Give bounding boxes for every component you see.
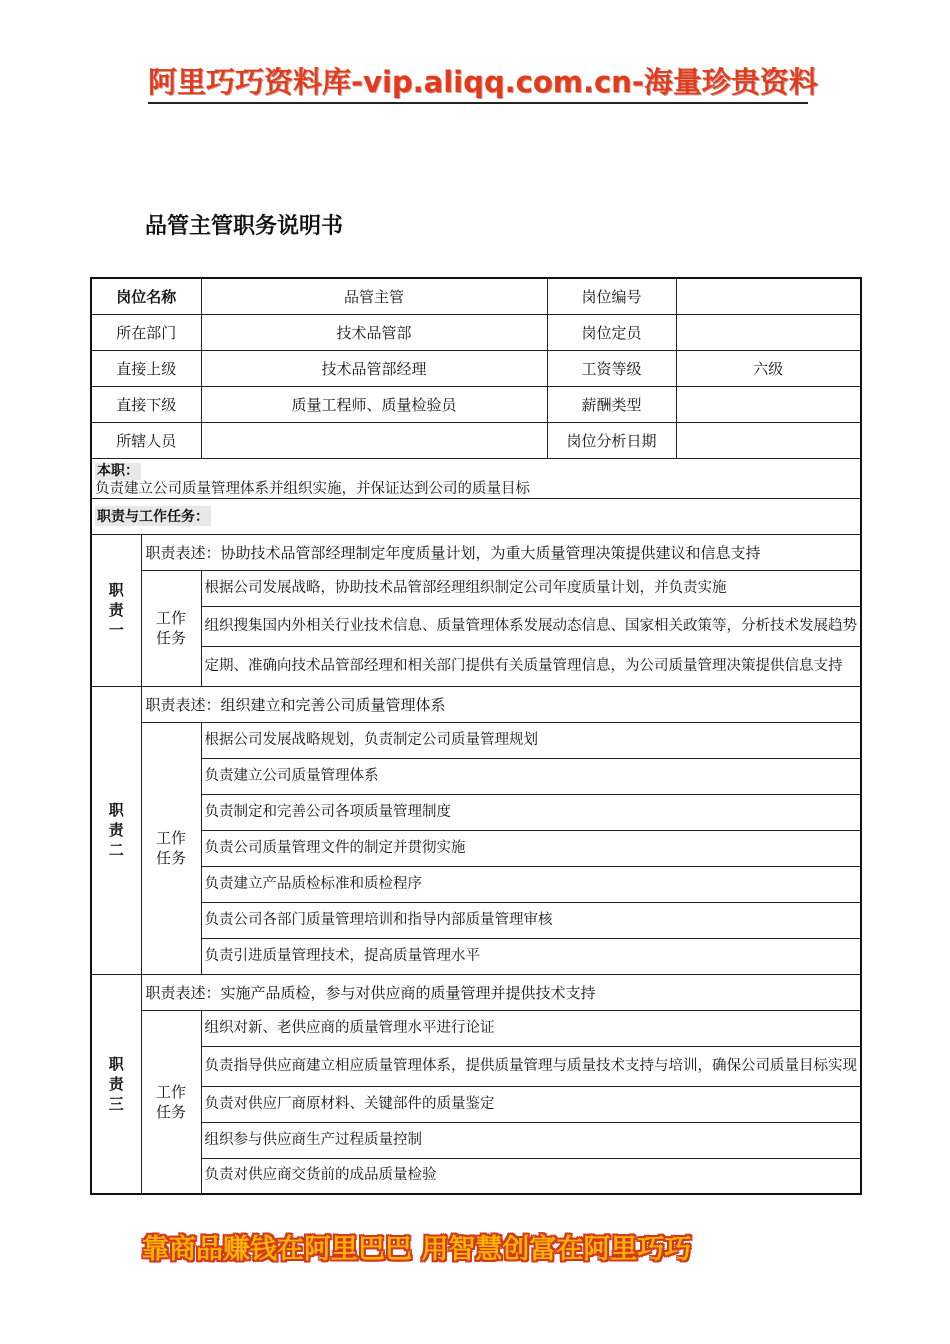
task-row: [91, 1122, 861, 1158]
duty-description-row: [91, 686, 861, 722]
task-row: [91, 794, 861, 830]
task-item: 组织搜集国内外相关行业技术信息、质量管理体系发展动态信息、国家相关政策等，分析技术发展趋势: [201, 606, 861, 646]
grade-value: 六级: [676, 350, 861, 386]
salary-type-label: 薪酬类型: [547, 386, 676, 422]
headcount-value: [676, 314, 861, 350]
superior-value: 技术品管部经理: [201, 350, 547, 386]
subordinate-value: 质量工程师、质量检验员: [201, 386, 547, 422]
analysis-date-label: 岗位分析日期: [547, 422, 676, 458]
task-label: 工作任务: [141, 570, 201, 686]
duty-description: 职责表述：组织建立和完善公司质量管理体系: [141, 686, 861, 722]
task-item: 负责指导供应商建立相应质量管理体系，提供质量管理与质量技术支持与培训，确保公司质量目标实现: [201, 1046, 861, 1086]
task-item: 负责建立产品质检标准和质检程序: [201, 866, 861, 902]
subordinate-label: 直接下级: [91, 386, 201, 422]
duty-label: 职责三: [91, 974, 141, 1194]
headcount-label: 岗位定员: [547, 314, 676, 350]
position-code-value: [676, 278, 861, 314]
duty-summary-text: 负责建立公司质量管理体系并组织实施，并保证达到公司的质量目标: [95, 480, 530, 497]
task-item: 负责建立公司质量管理体系: [201, 758, 861, 794]
task-row: [91, 570, 861, 606]
task-label: 工作任务: [141, 722, 201, 974]
task-row: [91, 938, 861, 974]
duty-description: 职责表述：实施产品质检，参与对供应商的质量管理并提供技术支持: [141, 974, 861, 1010]
staff-label: 所辖人员: [91, 422, 201, 458]
responsibilities-header-row: [91, 498, 861, 534]
task-row: [91, 1046, 861, 1086]
duty-description-row: [91, 534, 861, 570]
position-code-label: 岗位编号: [547, 278, 676, 314]
task-label: 工作任务: [141, 1010, 201, 1194]
salary-type-value: [676, 386, 861, 422]
banner-top: 阿里巧巧资料库-vip.aliqq.com.cn-海量珍贵资料: [148, 62, 808, 104]
task-item: 负责公司质量管理文件的制定并贯彻实施: [201, 830, 861, 866]
task-row: [91, 1010, 861, 1046]
info-row: [91, 350, 861, 386]
duty-label: 职责二: [91, 686, 141, 974]
grade-label: 工资等级: [547, 350, 676, 386]
task-item: 负责引进质量管理技术，提高质量管理水平: [201, 938, 861, 974]
info-row: [91, 314, 861, 350]
info-row: [91, 386, 861, 422]
job-description-table: [90, 277, 862, 1195]
task-row: [91, 866, 861, 902]
task-row: [91, 646, 861, 686]
task-row: [91, 606, 861, 646]
task-row: [91, 758, 861, 794]
banner-bottom: 靠商品赚钱在阿里巴巴 用智慧创富在阿里巧巧: [142, 1234, 692, 1265]
position-name-label: 岗位名称: [91, 278, 201, 314]
department-label: 所在部门: [91, 314, 201, 350]
position-name-value: 品管主管: [201, 278, 547, 314]
info-row: [91, 278, 861, 314]
task-item: 定期、准确向技术品管部经理和相关部门提供有关质量管理信息，为公司质量管理决策提供信息支持: [201, 646, 861, 686]
responsibilities-label: 职责与工作任务：: [95, 506, 211, 526]
task-item: 组织对新、老供应商的质量管理水平进行论证: [201, 1010, 861, 1046]
analysis-date-value: [676, 422, 861, 458]
task-item: 负责对供应商交货前的成品质量检验: [201, 1158, 861, 1194]
department-value: 技术品管部: [201, 314, 547, 350]
task-row: [91, 1158, 861, 1194]
superior-label: 直接上级: [91, 350, 201, 386]
task-item: 组织参与供应商生产过程质量控制: [201, 1122, 861, 1158]
task-row: [91, 902, 861, 938]
duty-description-row: [91, 974, 861, 1010]
duty-description: 职责表述：协助技术品管部经理制定年度质量计划，为重大质量管理决策提供建议和信息支持: [141, 534, 861, 570]
duty-summary-row: [91, 458, 861, 498]
task-row: [91, 1086, 861, 1122]
staff-value: [201, 422, 547, 458]
duty-label: 职责一: [91, 534, 141, 686]
task-item: 根据公司发展战略规划，负责制定公司质量管理规划: [201, 722, 861, 758]
page-title: 品管主管职务说明书: [145, 214, 344, 239]
task-item: 负责制定和完善公司各项质量管理制度: [201, 794, 861, 830]
task-row: [91, 722, 861, 758]
task-item: 负责对供应厂商原材料、关键部件的质量鉴定: [201, 1086, 861, 1122]
info-row: [91, 422, 861, 458]
task-item: 根据公司发展战略，协助技术品管部经理组织制定公司年度质量计划，并负责实施: [201, 570, 861, 606]
task-item: 负责公司各部门质量管理培训和指导内部质量管理审核: [201, 902, 861, 938]
task-row: [91, 830, 861, 866]
duty-summary-label: 本职：: [97, 462, 139, 479]
